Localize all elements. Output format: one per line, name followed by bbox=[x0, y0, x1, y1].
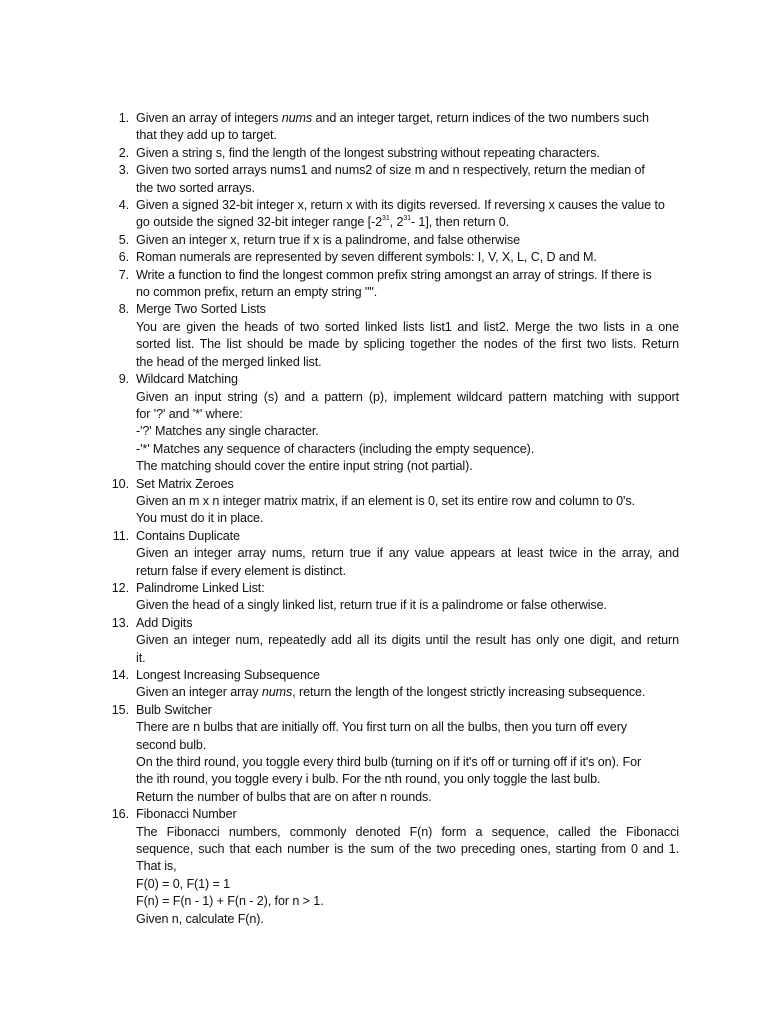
item-text-line: You are given the heads of two sorted linked lists list1 and list2. Merge the two lists in a one bbox=[136, 319, 679, 334]
list-item bbox=[107, 528, 679, 580]
item-number: 7. bbox=[118, 267, 129, 282]
item-number: 14. bbox=[111, 668, 129, 682]
item-text-line: the ith round, you toggle every i bulb. For the nth round, you only toggle the last bulb. bbox=[136, 772, 601, 787]
item-title: Wildcard Matching bbox=[136, 372, 238, 387]
list-item bbox=[107, 301, 679, 371]
item-text-line: On the third round, you toggle every third bulb (turning on if it's off or turning off if it's on). For bbox=[136, 755, 642, 770]
problem-list bbox=[107, 110, 679, 928]
item-number: 10. bbox=[111, 476, 129, 491]
item-title: Fibonacci Number bbox=[136, 807, 237, 822]
item-number: 12. bbox=[111, 580, 129, 595]
item-text-line: it. bbox=[136, 650, 146, 665]
italic-term: nums bbox=[281, 111, 313, 125]
item-text-line: You must do it in place. bbox=[136, 511, 264, 526]
item-text-line: no common prefix, return an empty string "". bbox=[136, 285, 378, 300]
item-number: 9. bbox=[118, 372, 129, 387]
list-item bbox=[107, 232, 679, 249]
text-segment: , return the length of the longest strictly increasing subsequence. bbox=[292, 685, 646, 700]
item-text-line: Return the number of bulbs that are on after n rounds. bbox=[136, 789, 432, 804]
item-text-line: Given an input string (s) and a pattern (p), implement wildcard pattern matching with support bbox=[136, 389, 679, 404]
text-segment: - 1], then return 0. bbox=[410, 215, 510, 230]
item-text-line: Given two sorted arrays nums1 and nums2 of size m and n respectively, return the median of bbox=[136, 163, 645, 178]
item-number: 5. bbox=[118, 232, 129, 247]
item-text-line: That is, bbox=[136, 859, 177, 874]
list-item bbox=[107, 110, 679, 145]
item-text-line: F(n) = F(n - 1) + F(n - 2), for n > 1. bbox=[136, 894, 324, 909]
list-item bbox=[107, 667, 679, 702]
item-text-line: the two sorted arrays. bbox=[136, 180, 255, 195]
text-segment: and an integer target, return indices of the two numbers such bbox=[312, 111, 649, 125]
item-number: 16. bbox=[111, 807, 129, 822]
item-text-line: Given an m x n integer matrix matrix, if an element is 0, set its entire row and column to 0's. bbox=[136, 493, 635, 508]
item-number: 4. bbox=[118, 198, 129, 213]
item-title: Set Matrix Zeroes bbox=[136, 476, 234, 491]
item-text-line: the head of the merged linked list. bbox=[136, 354, 322, 369]
item-number: 2. bbox=[118, 145, 129, 160]
item-number: 6. bbox=[118, 250, 129, 265]
item-number: 15. bbox=[111, 702, 129, 717]
list-item bbox=[107, 371, 679, 475]
item-title: Merge Two Sorted Lists bbox=[136, 302, 266, 317]
item-number: 8. bbox=[118, 302, 129, 317]
italic-term: nums bbox=[261, 685, 293, 700]
item-text-line: Given a signed 32-bit integer x, return x with its digits reversed. If reversing x causes the value to bbox=[136, 198, 665, 213]
exponent: 31 bbox=[403, 215, 411, 223]
item-title: Palindrome Linked List: bbox=[136, 580, 265, 595]
exponent: 31 bbox=[382, 215, 390, 223]
item-number: 13. bbox=[111, 615, 129, 630]
item-text-line: Given n, calculate F(n). bbox=[136, 911, 264, 926]
list-item bbox=[107, 267, 679, 302]
item-text-line bbox=[136, 110, 679, 127]
item-title: Longest Increasing Subsequence bbox=[136, 668, 320, 682]
list-item bbox=[107, 580, 679, 615]
item-text-line: Write a function to find the longest common prefix string amongst an array of strings. If there is bbox=[136, 267, 652, 282]
list-item bbox=[107, 615, 679, 667]
item-number: 11. bbox=[112, 528, 129, 543]
item-text-line: There are n bulbs that are initially off. You first turn on all the bulbs, then you turn off every bbox=[136, 720, 627, 735]
list-item bbox=[107, 702, 679, 806]
list-item bbox=[107, 145, 679, 162]
list-item bbox=[107, 162, 679, 197]
text-segment: , 2 bbox=[389, 215, 404, 230]
item-text-line bbox=[136, 214, 679, 231]
text-segment: Given an array of integers bbox=[136, 111, 282, 125]
item-text-line: Given an integer x, return true if x is a palindrome, and false otherwise bbox=[136, 232, 521, 247]
list-item bbox=[107, 197, 679, 232]
item-title: Contains Duplicate bbox=[136, 528, 240, 543]
text-segment: Given an integer array bbox=[136, 685, 262, 700]
item-text-line: -'*' Matches any sequence of characters (including the empty sequence). bbox=[136, 441, 535, 456]
item-text-line: F(0) = 0, F(1) = 1 bbox=[136, 876, 231, 891]
item-text-line: Roman numerals are represented by seven different symbols: I, V, X, L, C, D and M. bbox=[136, 250, 597, 265]
item-text-line: Given the head of a singly linked list, return true if it is a palindrome or false otherwise. bbox=[136, 598, 607, 613]
list-item bbox=[107, 806, 679, 928]
item-text-line bbox=[136, 684, 679, 701]
item-text-line: Given a string s, find the length of the longest substring without repeating characters. bbox=[136, 145, 600, 160]
item-text-line: Given an integer array nums, return true if any value appears at least twice in the array, and bbox=[136, 546, 679, 561]
text-segment: go outside the signed 32-bit integer range [-2 bbox=[136, 215, 383, 230]
item-title: Bulb Switcher bbox=[136, 702, 212, 717]
item-text-line: second bulb. bbox=[136, 737, 207, 752]
item-text-line: Given an integer num, repeatedly add all its digits until the result has only one digit, and return bbox=[136, 633, 679, 648]
item-text-line: The Fibonacci numbers, commonly denoted F(n) form a sequence, called the Fibonacci bbox=[136, 824, 679, 839]
item-number: 3. bbox=[118, 163, 129, 178]
item-text-line: for '?' and '*' where: bbox=[136, 406, 243, 421]
list-item bbox=[107, 249, 679, 266]
item-text-line: The matching should cover the entire input string (not partial). bbox=[136, 459, 473, 474]
list-item bbox=[107, 476, 679, 528]
item-text-line: return false if every element is distinct. bbox=[136, 563, 346, 578]
item-text-line: that they add up to target. bbox=[136, 128, 277, 143]
item-title: Add Digits bbox=[136, 615, 193, 630]
item-number: 1. bbox=[118, 111, 129, 125]
item-text-line: sorted list. The list should be made by splicing together the nodes of the first two lists. Return bbox=[136, 337, 679, 352]
item-text-line: -'?' Matches any single character. bbox=[136, 424, 319, 439]
item-text-line: sequence, such that each number is the sum of the two preceding ones, starting from 0 and 1. bbox=[136, 842, 679, 857]
